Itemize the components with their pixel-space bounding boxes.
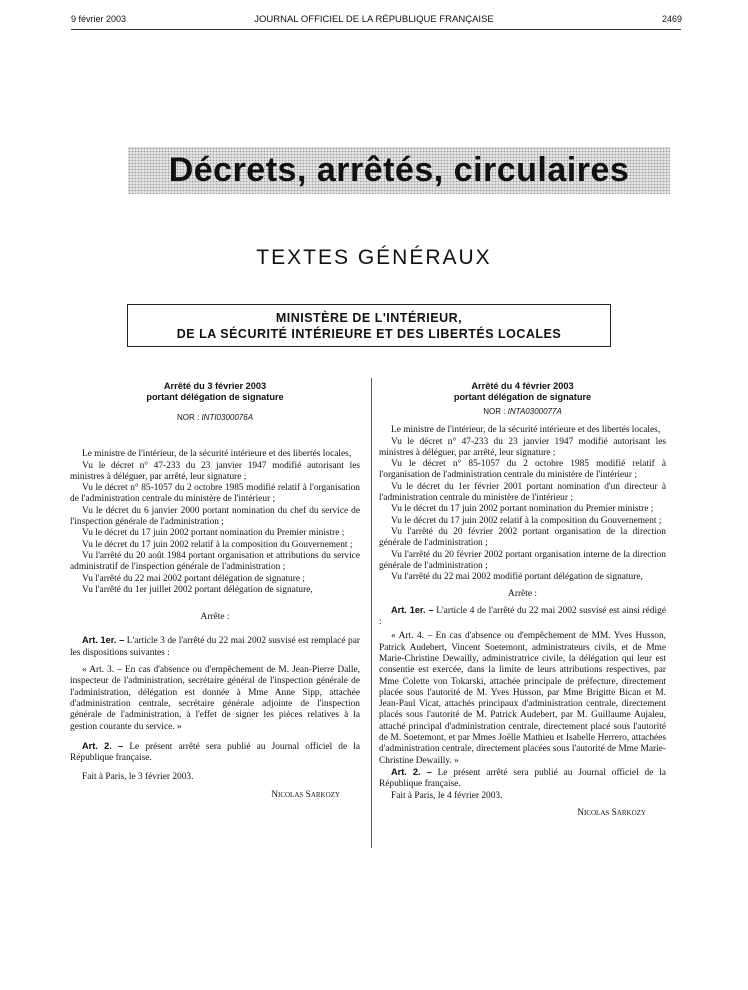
paragraph: Vu le décret n° 85-1057 du 2 octobre 1985 modifié relatif à l'organisation de l'administration centrale du ministère de l'intérieur ; bbox=[70, 483, 360, 505]
article-1-text: L'article 4 de l'arrêté du 22 mai 2002 susvisé est ainsi rédigé : bbox=[379, 605, 666, 628]
paragraph: Vu le décret du 17 juin 2002 relatif à la composition du Gouvernement ; bbox=[391, 515, 662, 526]
article-2 bbox=[379, 767, 666, 791]
arrete-label: Arrête : bbox=[200, 612, 230, 623]
decree-left-column bbox=[70, 381, 360, 801]
header-rule bbox=[71, 29, 681, 30]
nor-value: INTA0300077A bbox=[507, 407, 562, 416]
paragraph: Vu le décret du 1er février 2001 portant nomination d'un directeur à l'administration centrale du ministère de l'intérieur ; bbox=[379, 481, 666, 504]
paragraph: Vu le décret n° 47-233 du 23 janvier 1947 modifié autorisant les ministres à déléguer, par arrêté, leur signature ; bbox=[70, 460, 360, 482]
article-2-text: Le présent arrêté sera publié au Journal officiel de la République française. bbox=[379, 767, 667, 790]
article-1-text: L'article 3 de l'arrêté du 22 mai 2002 susvisé est remplacé par les dispositions suivantes : bbox=[70, 636, 360, 658]
column-divider bbox=[371, 378, 372, 848]
header-journal-title: JOURNAL OFFICIEL DE LA RÉPUBLIQUE FRANÇAISE bbox=[254, 14, 494, 25]
section-banner bbox=[128, 147, 670, 194]
article-1 bbox=[379, 605, 666, 629]
article-1-label: Art. 1er. – bbox=[391, 604, 434, 615]
nor-reference bbox=[70, 412, 360, 423]
paragraph: Vu l'arrêté du 22 mai 2002 modifié portant délégation de signature, bbox=[391, 572, 643, 583]
paragraph: Vu l'arrêté du 1er juillet 2002 portant délégation de signature, bbox=[82, 584, 313, 595]
article-2-text: Le présent arrêté sera publié au Journal officiel de la République française. bbox=[70, 741, 361, 764]
article-1-quote: « Art. 3. – En cas d'absence ou d'empêchement de M. Jean-Pierre Dalle, inspecteur de l'administration, secrétaire général de l'inspection générale de l'administration, délégation est donnée à Mme Anne Sipp, attachée d'administration centrale, secrétaire générale adjointe de l'inspection générale de l'administration, à l'effet de signer les pièces relatives à la gestion courante du service. » bbox=[70, 665, 360, 732]
ministry-line-2: DE LA SÉCURITÉ INTÉRIEURE ET DES LIBERTÉS LOCALES bbox=[176, 327, 562, 341]
ministry-box bbox=[127, 304, 611, 347]
paragraph: Vu l'arrêté du 22 mai 2002 portant délégation de signature ; bbox=[82, 573, 305, 584]
paragraph: Vu le décret du 17 juin 2002 portant nomination du Premier ministre ; bbox=[391, 504, 654, 515]
header-date: 9 février 2003 bbox=[71, 14, 127, 24]
article-1-label: Art. 1er. – bbox=[82, 635, 125, 646]
decree-subtitle: portant délégation de signature bbox=[453, 391, 592, 402]
decree-title: Arrêté du 3 février 2003 bbox=[163, 381, 267, 391]
decree-subtitle: portant délégation de signature bbox=[146, 391, 284, 402]
article-2 bbox=[70, 741, 360, 765]
nor-label: NOR : bbox=[176, 413, 200, 422]
paragraph: Vu l'arrêté du 20 février 2002 portant organisation de la direction générale de l'administration ; bbox=[379, 526, 666, 549]
article-2-label: Art. 2. – bbox=[82, 740, 124, 751]
signature: Nicolas Sarkozy bbox=[271, 789, 340, 800]
ministry-line-1: MINISTÈRE DE L'INTÉRIEUR, bbox=[275, 311, 463, 325]
section-title: TEXTES GÉNÉRAUX bbox=[256, 246, 492, 269]
article-2-label: Art. 2. – bbox=[391, 766, 432, 777]
nor-reference bbox=[379, 406, 666, 417]
decree-title: Arrêté du 4 février 2003 bbox=[471, 381, 574, 391]
done-at: Fait à Paris, le 3 février 2003. bbox=[82, 772, 194, 783]
header-page-number: 2469 bbox=[661, 14, 682, 24]
arrete-label: Arrête : bbox=[508, 589, 537, 600]
paragraph: Vu l'arrêté du 20 août 1984 portant organisation et attributions du service administratif de l'inspection générale de l'administration ; bbox=[70, 550, 360, 573]
paragraph: Vu le décret n° 85-1057 du 2 octobre 1985 modifié relatif à l'organisation de l'administration centrale du ministère de l'intérieur ; bbox=[379, 459, 666, 481]
signature: Nicolas Sarkozy bbox=[577, 807, 646, 818]
done-at: Fait à Paris, le 4 février 2003. bbox=[391, 790, 503, 801]
nor-value: INTI0300076A bbox=[201, 413, 254, 422]
article-1 bbox=[70, 635, 360, 659]
paragraph: Vu le décret du 6 janvier 2000 portant nomination du chef du service de l'inspection générale de l'administration ; bbox=[70, 505, 360, 528]
paragraph: Le ministre de l'intérieur, de la sécurité intérieure et des libertés locales, bbox=[391, 425, 661, 436]
article-1-quote: « Art. 4. – En cas d'absence ou d'empêchement de MM. Yves Husson, Patrick Audebert, Vincent Soetemont, administrateurs civils, et de Mme Marie-Christine Dewailly, administratrice civile, la délégation qui leur est consentie est exercée, dans la limite de leurs attributions respectives, par Mme Colette von Tokarski, attachée principale de préfecture, directement placée sous l'autorité de M. Yves Husson, par Mme Brigitte Bican et M. Jean-Paul Vicat, attachés principaux d'administration centrale, directement placés sous l'autorité de M. Patrick Audebert, par M. Guillaume Aujaleu, attaché principal d'administration centrale, directement placé sous l'autorité de M. Soetemont, et par Mmes Joëlle Mathieu et Isabelle Herrero, attachées d'administration centrale, directement placées sous l'autorité de Mme Marie-Christine Dewailly. » bbox=[379, 631, 666, 766]
paragraph: Vu le décret du 17 juin 2002 relatif à la composition du Gouvernement ; bbox=[82, 539, 353, 550]
paragraph: Vu le décret n° 47-233 du 23 janvier 1947 modifié autorisant les ministres à déléguer, par arrêté, leur signature ; bbox=[379, 436, 666, 458]
banner-title: Décrets, arrêtés, circulaires bbox=[168, 151, 630, 189]
decree-right-column bbox=[379, 381, 666, 819]
paragraph: Vu l'arrêté du 20 février 2002 portant organisation interne de la direction générale de l'administration ; bbox=[379, 549, 666, 571]
paragraph: Vu le décret du 17 juin 2002 portant nomination du Premier ministre ; bbox=[82, 528, 345, 539]
nor-label: NOR : bbox=[483, 407, 506, 416]
paragraph: Le ministre de l'intérieur, de la sécurité intérieure et des libertés locales, bbox=[82, 449, 352, 460]
